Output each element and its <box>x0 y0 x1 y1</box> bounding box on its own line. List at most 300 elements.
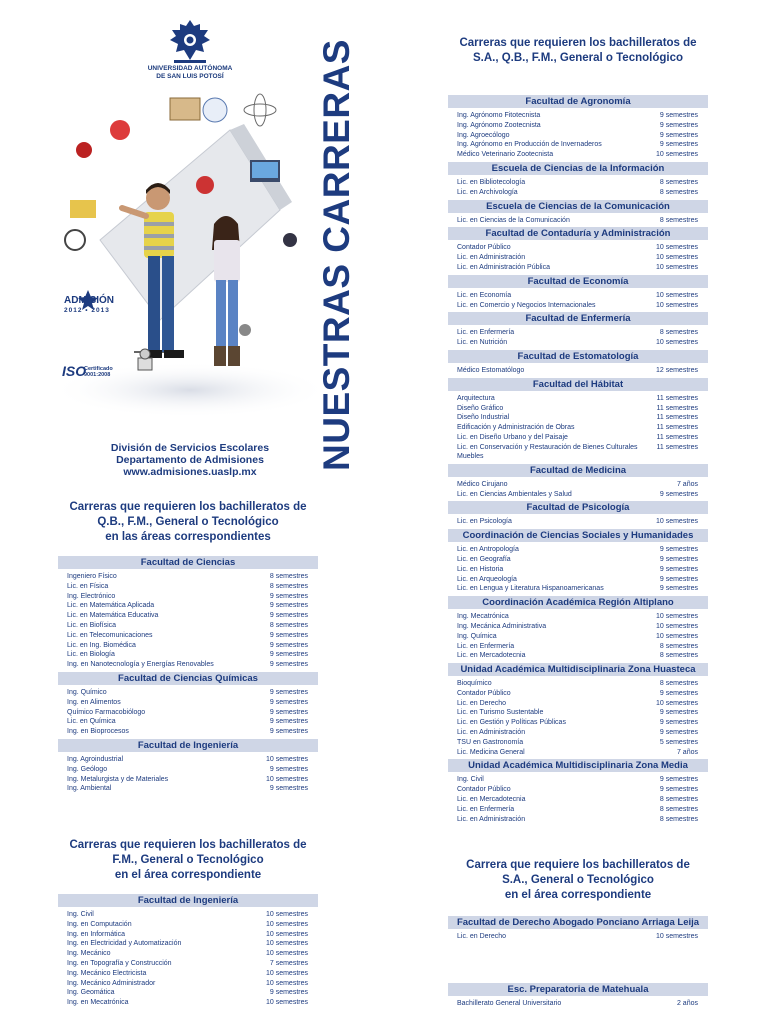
faculty-section <box>448 759 708 824</box>
career-name: Ing. Mecánico <box>67 950 111 958</box>
faculty-title: Facultad de Agronomía <box>448 95 708 108</box>
career-name: Ing. en Topografía y Construcción <box>67 959 172 967</box>
career-name: Lic. en Comercio y Negocios Internacionales <box>457 301 596 309</box>
career-name: Lic. en Biofísica <box>67 621 117 629</box>
left-heading-1 <box>58 500 318 545</box>
admision-label: ADMISIÓN <box>64 295 114 306</box>
career-name: Lic. en Telecomunicaciones <box>67 631 153 639</box>
career-duration: 10 semestres <box>265 755 308 763</box>
career-row <box>58 727 318 737</box>
career-duration: 10 semestres <box>655 263 698 271</box>
career-name: Lic. en Turismo Sustentable <box>457 709 544 717</box>
faculty-section <box>448 916 708 942</box>
career-name: Químico Farmacobiólogo <box>67 708 146 716</box>
career-duration: 9 semestres <box>659 131 698 139</box>
career-row <box>448 795 708 805</box>
career-name: Lic. en Archivología <box>457 188 518 196</box>
career-row <box>58 572 318 582</box>
career-duration: 7 años <box>676 480 698 488</box>
left-career-list-1 <box>58 556 318 796</box>
career-row <box>448 805 708 815</box>
career-name: Ing. en Bioprocesos <box>67 728 129 736</box>
right-career-list-1 <box>448 95 708 826</box>
career-row <box>448 253 708 263</box>
career-name: Lic. en Enfermería <box>457 805 515 813</box>
career-duration: 10 semestres <box>655 933 698 940</box>
faculty-section <box>448 350 708 376</box>
career-row <box>58 601 318 611</box>
website-link[interactable]: www.admisiones.uaslp.mx <box>123 466 257 478</box>
career-row <box>448 689 708 699</box>
career-row <box>448 517 708 527</box>
career-name: Lic. en Ing. Biomédica <box>67 641 136 649</box>
career-duration: 11 semestres <box>656 424 698 432</box>
career-duration: 9 semestres <box>659 689 698 697</box>
career-duration: 10 semestres <box>265 911 308 918</box>
career-duration: 10 semestres <box>655 622 698 630</box>
career-name: Médico Veterinario Zootecnista <box>457 151 554 159</box>
faculty-title: Facultad de Enfermería <box>448 312 708 325</box>
faculty-title: Facultad de Ingeniería <box>58 894 318 907</box>
faculty-title: Coordinación de Ciencias Sociales y Humanidades <box>448 529 708 542</box>
career-duration: 11 semestres <box>656 443 698 451</box>
career-name: Lic. en Bibliotecología <box>457 178 526 186</box>
career-duration: 8 semestres <box>659 188 698 196</box>
career-row <box>58 784 318 794</box>
career-duration: 9 semestres <box>659 729 698 737</box>
career-row <box>448 188 708 198</box>
career-duration: 9 semestres <box>269 612 308 620</box>
heading-line: Carreras que requieren los bachilleratos de <box>69 839 307 851</box>
career-row <box>448 404 708 414</box>
faculty-title: Coordinación Académica Región Altiplano <box>448 596 708 609</box>
career-duration: 9 semestres <box>269 641 308 649</box>
career-duration: 2 años <box>676 1000 698 1007</box>
career-row <box>448 555 708 565</box>
career-duration: 11 semestres <box>656 404 698 412</box>
faculty-section <box>448 275 708 311</box>
career-duration: 10 semestres <box>655 699 698 707</box>
career-row <box>448 150 708 160</box>
career-duration: 9 semestres <box>659 565 698 573</box>
career-row <box>448 480 708 490</box>
career-name: Lic. en Enfermería <box>457 642 515 650</box>
faculty-section <box>448 95 708 160</box>
career-row <box>58 698 318 708</box>
career-duration: 9 semestres <box>269 631 308 639</box>
career-duration: 8 semestres <box>659 680 698 688</box>
career-duration: 9 semestres <box>269 602 308 610</box>
career-duration: 9 semestres <box>269 708 308 716</box>
faculty-section <box>58 894 318 1008</box>
heading-line: S.A., General o Tecnológico <box>502 874 654 886</box>
faculty-title: Unidad Académica Multidisciplinaria Zona Huasteca <box>448 663 708 676</box>
career-duration: 9 semestres <box>269 688 308 696</box>
iso-certificate <box>84 366 113 378</box>
career-name: Ing. Mecatrónica <box>457 613 509 621</box>
career-duration: 9 semestres <box>659 555 698 563</box>
division-info <box>60 442 320 478</box>
career-name: Lic. en Historia <box>457 565 504 573</box>
career-name: Diseño Industrial <box>457 414 510 422</box>
career-name: Ing. Electrónico <box>67 592 116 600</box>
career-duration: 10 semestres <box>655 518 698 526</box>
career-row <box>448 622 708 632</box>
heading-line: F.M., General o Tecnológico <box>112 854 264 866</box>
career-row <box>448 140 708 150</box>
career-duration: 9 semestres <box>659 776 698 784</box>
career-row <box>448 775 708 785</box>
career-duration: 8 semestres <box>659 178 698 186</box>
career-row <box>448 815 708 825</box>
career-row <box>58 988 318 998</box>
career-row <box>58 631 318 641</box>
faculty-title: Facultad de Contaduría y Administración <box>448 227 708 240</box>
career-row <box>448 999 708 1009</box>
career-row <box>58 920 318 930</box>
career-duration: 10 semestres <box>655 301 698 309</box>
career-name: Ing. Geomática <box>67 989 115 997</box>
career-duration: 9 semestres <box>659 112 698 119</box>
career-row <box>58 611 318 621</box>
career-duration: 9 semestres <box>659 490 698 498</box>
career-duration: 9 semestres <box>659 585 698 593</box>
career-row <box>448 632 708 642</box>
career-duration: 9 semestres <box>269 651 308 659</box>
career-row <box>58 959 318 969</box>
right-heading-2 <box>448 858 708 903</box>
faculty-section <box>448 378 708 462</box>
division-name: División de Servicios Escolares <box>110 442 270 454</box>
career-name: Médico Cirujano <box>457 480 508 488</box>
career-row <box>448 413 708 423</box>
university-crest-icon <box>164 18 216 64</box>
career-row <box>58 939 318 949</box>
career-duration: 9 semestres <box>269 661 308 669</box>
career-name: Lic. en Lengua y Literatura Hispanoamericanas <box>457 585 604 593</box>
faculty-title: Facultad del Hábitat <box>448 378 708 391</box>
right-career-list-2 <box>448 916 708 944</box>
career-row <box>58 998 318 1008</box>
career-name: Ing. en Electricidad y Automatización <box>67 940 182 948</box>
faculty-title: Facultad de Psicología <box>448 501 708 514</box>
career-name: Lic. en Química <box>67 718 116 726</box>
career-name: Bioquímico <box>457 680 492 688</box>
career-row <box>58 717 318 727</box>
career-row <box>448 328 708 338</box>
career-row <box>58 650 318 660</box>
career-row <box>448 443 708 462</box>
career-name: Lic. en Derecho <box>457 699 507 707</box>
career-name: Lic. en Administración <box>457 815 526 823</box>
career-duration: 8 semestres <box>269 621 308 629</box>
faculty-title: Facultad de Ingeniería <box>58 739 318 752</box>
career-row <box>58 979 318 989</box>
career-row <box>448 612 708 622</box>
career-row <box>448 718 708 728</box>
faculty-title: Facultad de Ciencias Químicas <box>58 672 318 685</box>
career-name: Lic. en Enfermería <box>457 329 515 337</box>
career-row <box>58 775 318 785</box>
career-row <box>58 969 318 979</box>
career-name: Contador Público <box>457 244 511 252</box>
career-name: Lic. en Diseño Urbano y del Paisaje <box>457 433 568 441</box>
career-duration: 7 años <box>676 748 698 756</box>
department-name: Departamento de Admisiones <box>116 454 264 466</box>
career-name: Ing. en Nanotecnología y Energías Renovables <box>67 661 214 669</box>
career-name: Ing. Agrónomo Fitotecnista <box>457 112 541 119</box>
faculty-title: Facultad de Medicina <box>448 464 708 477</box>
career-duration: 9 semestres <box>269 765 308 773</box>
career-duration: 9 semestres <box>269 592 308 600</box>
career-name: Médico Estomatólogo <box>457 366 525 374</box>
career-name: Ing. Químico <box>67 688 107 696</box>
career-row <box>448 785 708 795</box>
faculty-section <box>448 200 708 226</box>
heading-line: Q.B., F.M., General o Tecnológico <box>97 516 279 528</box>
iso-cert-line2: 9001:2008 <box>84 372 111 378</box>
career-row <box>448 575 708 585</box>
career-row <box>448 178 708 188</box>
heading-line: S.A., Q.B., F.M., General o Tecnológico <box>472 52 683 64</box>
career-row <box>58 582 318 592</box>
career-name: Lic. en Matemática Aplicada <box>67 602 155 610</box>
career-row <box>448 748 708 758</box>
career-row <box>58 660 318 670</box>
career-row <box>58 765 318 775</box>
cover-title <box>312 39 362 471</box>
career-duration: 8 semestres <box>659 796 698 804</box>
faculty-section <box>58 739 318 794</box>
career-name: Edificación y Administración de Obras <box>457 424 575 432</box>
career-name: Ing. Agrónomo en Producción de Invernaderos <box>457 141 602 149</box>
career-name: Ing. en Alimentos <box>67 698 121 706</box>
career-name: Ing. Geólogo <box>67 765 108 773</box>
career-row <box>58 910 318 920</box>
career-duration: 8 semestres <box>659 652 698 660</box>
career-duration: 9 semestres <box>269 785 308 793</box>
career-row <box>448 651 708 661</box>
career-name: Lic. en Psicología <box>457 518 512 526</box>
career-name: Lic. en Administración <box>457 254 526 262</box>
career-duration: 11 semestres <box>656 414 698 422</box>
career-name: Ing. Mecánica Administrativa <box>457 622 547 630</box>
career-row <box>448 433 708 443</box>
career-row <box>58 949 318 959</box>
career-row <box>448 584 708 594</box>
faculty-title: Esc. Preparatoria de Matehuala <box>448 983 708 996</box>
heading-line: en el área correspondiente <box>504 889 652 901</box>
career-name: TSU en Gastronomía <box>457 738 524 746</box>
career-duration: 8 semestres <box>659 216 698 224</box>
career-duration: 9 semestres <box>659 719 698 727</box>
career-name: Lic. en Matemática Educativa <box>67 612 159 620</box>
career-duration: 10 semestres <box>265 920 308 928</box>
career-name: Ing. Agroecólogo <box>457 131 510 139</box>
career-row <box>58 621 318 631</box>
career-row <box>448 423 708 433</box>
career-duration: 5 semestres <box>659 738 698 746</box>
faculty-section <box>448 162 708 198</box>
career-duration: 8 semestres <box>659 815 698 823</box>
career-row <box>448 932 708 942</box>
faculty-title: Facultad de Ciencias <box>58 556 318 569</box>
career-row <box>448 301 708 311</box>
career-row <box>58 930 318 940</box>
career-duration: 8 semestres <box>659 642 698 650</box>
iso-mark: ISO <box>62 363 87 379</box>
career-duration: 10 semestres <box>265 969 308 977</box>
career-duration: 8 semestres <box>659 329 698 337</box>
career-row <box>448 679 708 689</box>
career-duration: 9 semestres <box>659 709 698 717</box>
career-name: Contador Público <box>457 786 511 794</box>
faculty-section <box>448 501 708 527</box>
career-duration: 10 semestres <box>265 930 308 938</box>
faculty-title: Facultad de Derecho Abogado Ponciano Arriaga Leija <box>448 916 708 929</box>
career-name: Diseño Gráfico <box>457 404 504 412</box>
career-duration: 8 semestres <box>269 573 308 580</box>
university-logo <box>140 18 240 80</box>
career-name: Lic. en Derecho <box>457 933 507 940</box>
admision-years: 2012 • 2013 <box>64 307 110 314</box>
career-name: Lic. en Ciencias Ambientales y Salud <box>457 490 572 498</box>
career-row <box>58 592 318 602</box>
career-row <box>58 708 318 718</box>
career-name: Lic. en Administración Pública <box>457 263 550 271</box>
career-duration: 9 semestres <box>659 575 698 583</box>
iso-cert-line1: Certificado <box>84 366 113 372</box>
faculty-title: Escuela de Ciencias de la Información <box>448 162 708 175</box>
career-name: Lic. en Biología <box>67 651 115 659</box>
faculty-title: Facultad de Economía <box>448 275 708 288</box>
left-heading-2 <box>58 838 318 883</box>
career-duration: 10 semestres <box>265 940 308 948</box>
faculty-title: Facultad de Estomatología <box>448 350 708 363</box>
career-name: Ing. en Mecatrónica <box>67 999 129 1007</box>
career-row <box>448 699 708 709</box>
career-name: Lic. en Geografía <box>457 555 511 563</box>
career-row <box>448 728 708 738</box>
career-name: Arquitectura <box>457 394 495 402</box>
career-duration: 9 semestres <box>269 718 308 726</box>
career-duration: 10 semestres <box>655 613 698 621</box>
career-duration: 9 semestres <box>659 546 698 554</box>
career-name: Lic. en Economía <box>457 291 512 299</box>
faculty-section <box>448 663 708 757</box>
career-duration: 9 semestres <box>659 786 698 794</box>
university-name-line1: UNIVERSIDAD AUTÓNOMA <box>147 65 233 72</box>
career-row <box>448 111 708 121</box>
career-name: Ing. Agrónomo Zootecnista <box>457 121 541 129</box>
faculty-title: Unidad Académica Multidisciplinaria Zona Media <box>448 759 708 772</box>
career-name: Bachillerato General Universitario <box>457 1000 562 1007</box>
career-name: Lic. en Conservación y Restauración de Bienes Culturales Muebles <box>457 443 638 461</box>
faculty-section <box>58 556 318 670</box>
career-row <box>448 394 708 404</box>
career-name: Ingeniero Físico <box>67 573 117 580</box>
career-row <box>448 216 708 226</box>
career-row <box>448 565 708 575</box>
career-name: Lic. en Antropología <box>457 546 519 554</box>
career-duration: 9 semestres <box>269 989 308 997</box>
career-row <box>448 545 708 555</box>
career-duration: 9 semestres <box>269 728 308 736</box>
career-row <box>448 131 708 141</box>
career-row <box>448 490 708 500</box>
career-name: Ing. Agroindustrial <box>67 755 124 763</box>
career-name: Ing. Civil <box>67 911 94 918</box>
career-duration: 10 semestres <box>265 950 308 958</box>
cover-title-text: NUESTRAS CARRERAS <box>316 39 357 471</box>
career-name: Lic. en Gestión y Políticas Públicas <box>457 719 566 727</box>
career-duration: 11 semestres <box>656 394 698 402</box>
career-name: Contador Público <box>457 689 511 697</box>
career-row <box>448 291 708 301</box>
career-duration: 12 semestres <box>655 366 698 374</box>
heading-line: Carreras que requieren los bachilleratos de <box>459 37 697 49</box>
faculty-section <box>448 227 708 272</box>
career-duration: 8 semestres <box>269 582 308 590</box>
career-name: Ing. Civil <box>457 776 484 784</box>
right-career-list-3 <box>448 983 708 1011</box>
faculty-section <box>448 983 708 1009</box>
career-name: Lic. en Física <box>67 582 109 590</box>
career-row <box>448 121 708 131</box>
right-heading-1 <box>448 36 708 66</box>
career-duration: 10 semestres <box>655 244 698 252</box>
career-name: Ing. Química <box>457 632 497 640</box>
heading-line: en las áreas correspondientes <box>105 531 271 543</box>
career-name: Lic. en Administración <box>457 729 526 737</box>
career-duration: 8 semestres <box>659 805 698 813</box>
career-row <box>58 641 318 651</box>
faculty-section <box>448 464 708 500</box>
career-row <box>448 243 708 253</box>
career-duration: 7 semestres <box>269 959 308 967</box>
career-row <box>448 338 708 348</box>
career-duration: 10 semestres <box>655 632 698 640</box>
faculty-section <box>448 529 708 594</box>
career-row <box>448 263 708 273</box>
faculty-title: Escuela de Ciencias de la Comunicación <box>448 200 708 213</box>
career-duration: 10 semestres <box>655 291 698 299</box>
career-name: Lic. Medicina General <box>457 748 525 756</box>
career-name: Ing. Mecánico Electricista <box>67 969 147 977</box>
career-row <box>448 708 708 718</box>
career-name: Lic. en Nutrición <box>457 339 508 347</box>
career-duration: 10 semestres <box>655 151 698 159</box>
career-name: Ing. en Computación <box>67 920 132 928</box>
career-row <box>448 642 708 652</box>
career-row <box>448 366 708 376</box>
career-duration: 10 semestres <box>265 999 308 1007</box>
career-duration: 9 semestres <box>269 698 308 706</box>
career-name: Lic. en Mercadotecnia <box>457 796 526 804</box>
career-name: Ing. en Informática <box>67 930 125 938</box>
heading-line: Carrera que requiere los bachilleratos de <box>466 859 690 871</box>
faculty-section <box>448 596 708 661</box>
career-duration: 11 semestres <box>656 433 698 441</box>
career-name: Ing. Mecánico Administrador <box>67 979 156 987</box>
career-name: Lic. en Mercadotecnia <box>457 652 526 660</box>
career-name: Lic. en Arqueología <box>457 575 517 583</box>
career-name: Ing. Ambiental <box>67 785 112 793</box>
left-career-list-2 <box>58 894 318 1010</box>
university-name-line2: DE SAN LUIS POTOSÍ <box>156 73 224 80</box>
career-row <box>58 755 318 765</box>
career-duration: 9 semestres <box>659 121 698 129</box>
